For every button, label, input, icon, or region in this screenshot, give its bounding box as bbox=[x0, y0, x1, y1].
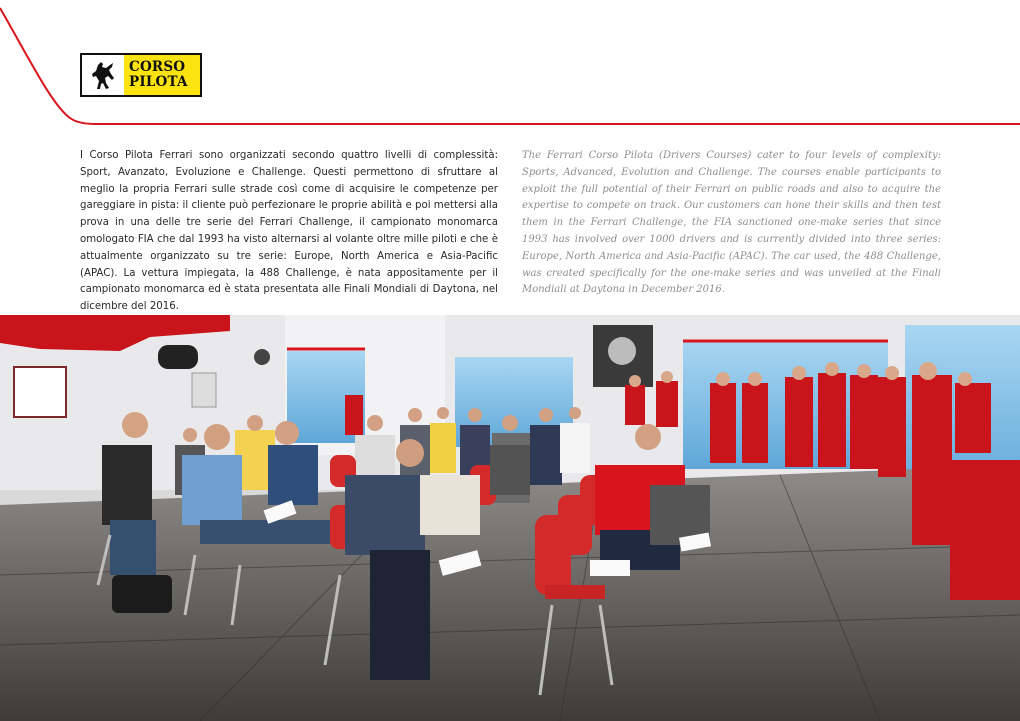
corso-pilota-logo bbox=[80, 53, 202, 97]
logo-wordmark bbox=[124, 55, 200, 95]
english-paragraph: The Ferrari Corso Pilota (Drivers Courses) cater to four levels of complexity: Sports, Advanced, Evolution and Challenge. The courses enable participants to exploit the full potential of their Ferrari on public roads and also to acquire the expertise to compete on track. Our customers can hone their skills and then test them in the Ferrari Challenge, the FIA sanctioned one-make series that since 1993 has involved over 1000 drivers and is currently divided into three series: Europe, North America and Asia-Pacific (APAC). The car used, the 488 Challenge, was created specifically for the one-make series and was unveiled at the Finali Mondiali at Daytona in December 2016. bbox=[522, 150, 941, 296]
logo-line-2: PILOTA bbox=[129, 74, 188, 90]
italian-paragraph: I Corso Pilota Ferrari sono organizzati secondo quattro livelli di complessità: Sport, Avanzato, Evoluzione e Challenge. Questi permettono di sfruttare al meglio la propria Ferrari sulle strade così come di acquisire le competenze per gareggiare in pista: il cliente può perfezionare le proprie abilità e poi mettersi alla prova in una delle tre serie del Ferrari Challenge, il campionato monomarca omologato FIA che dal 1993 ha visto alternarsi al volante oltre mille piloti e che è attualmente organizzato su tre serie: Europe, North America e Asia-Pacific (APAC). La vettura impiegata, la 488 Challenge, è nata appositamente per il campionato monomarca ed è stata presentata alle Finali Mondiali di Daytona, nel dicembre del 2016. bbox=[80, 150, 498, 313]
prancing-horse-icon bbox=[82, 55, 124, 95]
classroom-photo bbox=[0, 315, 1020, 721]
logo-line-1: CORSO bbox=[129, 59, 186, 75]
